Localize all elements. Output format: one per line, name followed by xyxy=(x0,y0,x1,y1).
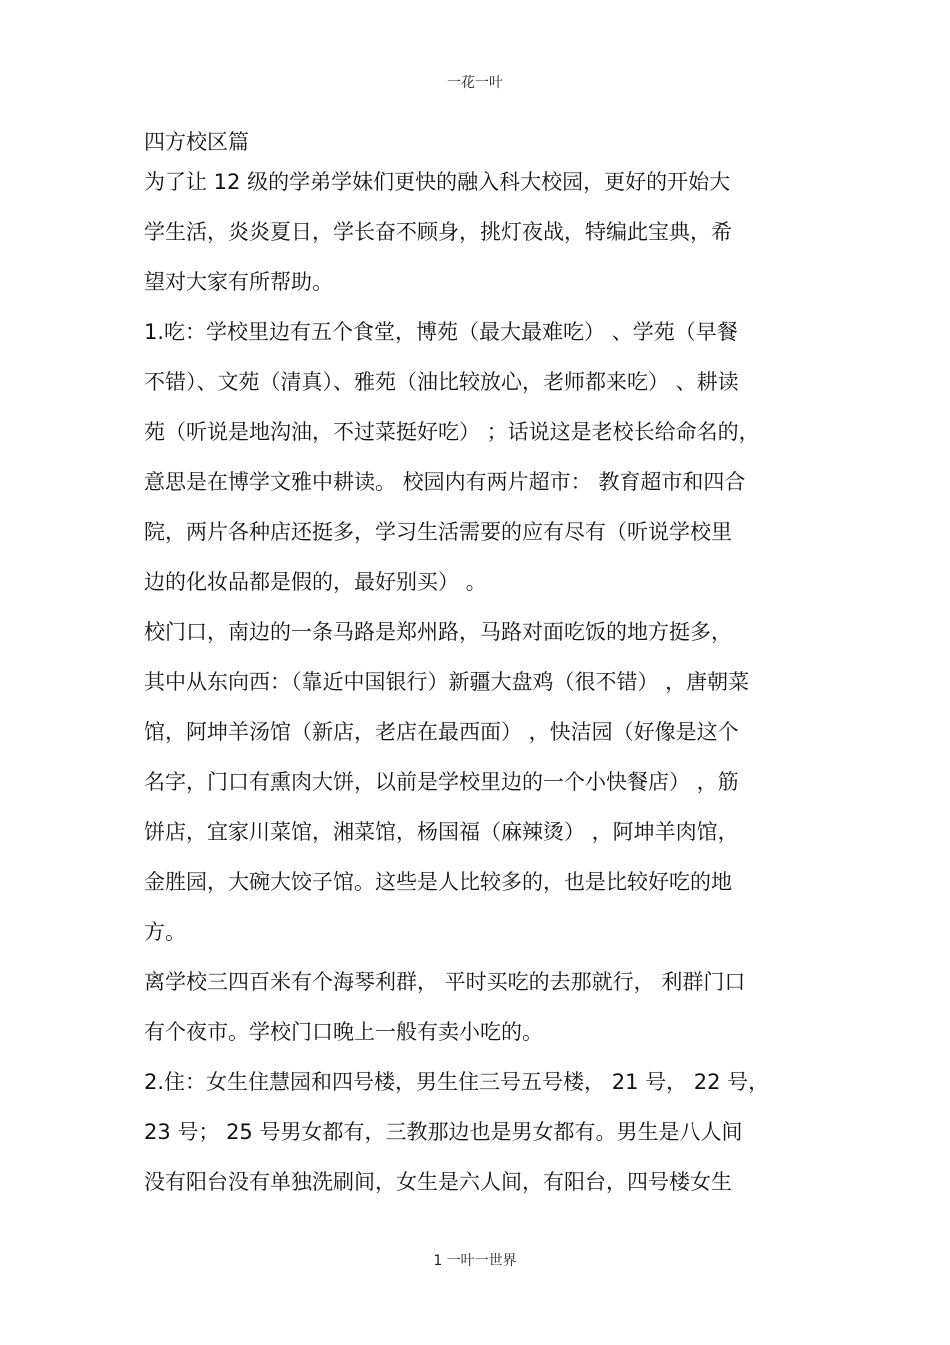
paragraph-line: 没有阳台没有单独洗刷间，女生是六人间，有阳台，四号楼女生 xyxy=(144,1170,732,1194)
paragraph-line: 名字，门口有熏肉大饼，以前是学校里边的一个小快餐店） ，筋 xyxy=(144,770,739,794)
page-header: 一花一叶 xyxy=(447,75,503,91)
paragraph-line: 2.住：女生住慧园和四号楼，男生住三号五号楼， 21 号， 22 号， xyxy=(144,1070,770,1094)
paragraph-line: 饼店，宜家川菜馆，湘菜馆，杨国福（麻辣烫） ，阿坤羊肉馆， xyxy=(144,820,739,844)
paragraph-line: 学生活，炎炎夏日，学长奋不顾身，挑灯夜战，特编此宝典，希 xyxy=(144,220,732,244)
section-title: 四方校区篇 xyxy=(144,130,249,154)
paragraph-line: 校门口，南边的一条马路是郑州路，马路对面吃饭的地方挺多， xyxy=(144,620,732,644)
paragraph-line: 意思是在博学文雅中耕读。 校园内有两片超市： 教育超市和四合 xyxy=(144,470,746,494)
paragraph-line: 方。 xyxy=(144,920,186,944)
paragraph-line: 1.吃：学校里边有五个食堂，博苑（最大最难吃） 、学苑（早餐 xyxy=(144,320,738,344)
paragraph-line: 馆，阿坤羊汤馆（新店，老店在最西面） ，快洁园（好像是这个 xyxy=(144,720,739,744)
paragraph-line: 院，两片各种店还挺多，学习生活需要的应有尽有（听说学校里 xyxy=(144,520,732,544)
paragraph-line: 为了让 12 级的学弟学妹们更快的融入科大校园，更好的开始大 xyxy=(144,170,731,194)
paragraph-line: 有个夜市。学校门口晚上一般有卖小吃的。 xyxy=(144,1020,543,1044)
paragraph-line: 望对大家有所帮助。 xyxy=(144,270,333,294)
paragraph-line: 边的化妆品都是假的，最好别买） 。 xyxy=(144,570,487,594)
paragraph-line: 苑（听说是地沟油，不过菜挺好吃） ；话说这是老校长给命名的， xyxy=(144,420,760,444)
document-body xyxy=(144,123,824,1213)
paragraph-line: 金胜园，大碗大饺子馆。这些是人比较多的，也是比较好吃的地 xyxy=(144,870,732,894)
paragraph-line: 其中从东向西：（靠近中国银行）新疆大盘鸡（很不错） ，唐朝菜 xyxy=(144,670,750,694)
paragraph-line: 23 号； 25 号男女都有，三教那边也是男女都有。男生是八人间 xyxy=(144,1120,743,1144)
page-footer: 1 一叶一世界 xyxy=(433,1253,517,1269)
paragraph-line: 不错）、文苑（清真）、雅苑（油比较放心，老师都来吃） 、耕读 xyxy=(144,370,739,394)
paragraph-line: 离学校三四百米有个海琴利群， 平时买吃的去那就行， 利群门口 xyxy=(144,970,746,994)
